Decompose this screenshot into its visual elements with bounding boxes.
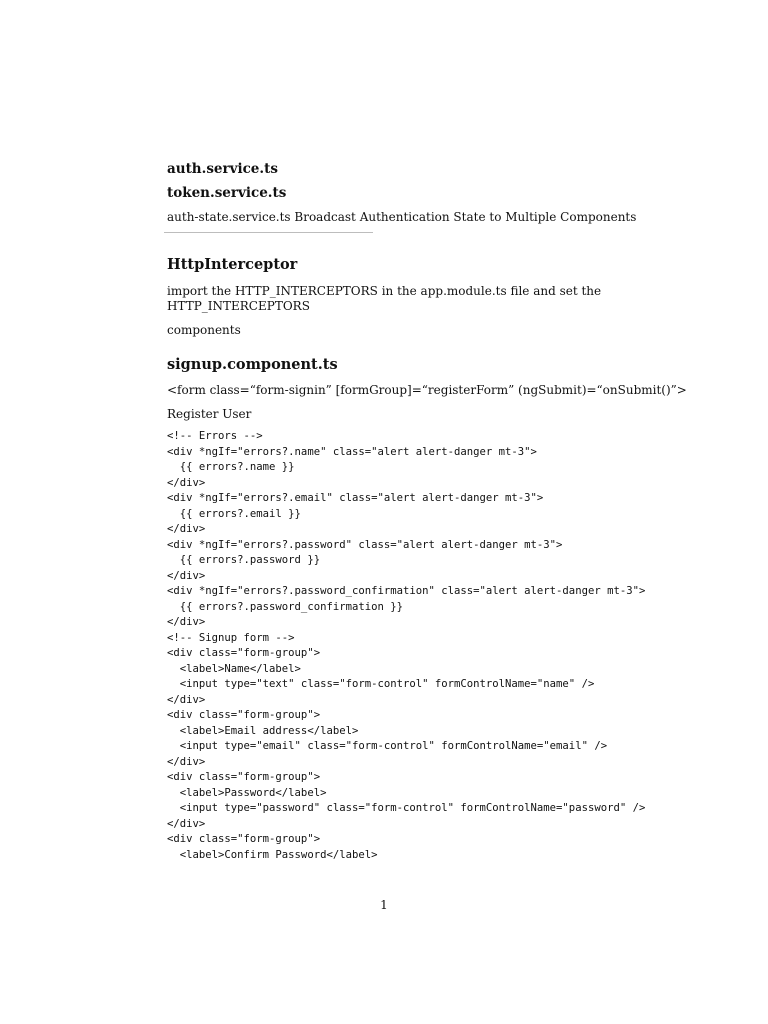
code-line: {{ errors?.name }} <box>167 461 295 473</box>
code-line: <input type="text" class="form-control" formControlName="name" /> <box>167 678 595 690</box>
heading-signup-component: signup.component.ts <box>167 356 338 373</box>
code-line: <label>Name</label> <box>167 662 301 675</box>
heading-http-interceptor: HttpInterceptor <box>167 256 298 273</box>
page-content <box>167 158 707 863</box>
paragraph-interceptor-line1: import the HTTP_INTERCEPTORS in the app.module.ts file and set the <box>167 284 602 298</box>
code-line: <div *ngIf="errors?.name" class="alert alert-danger mt-3"> <box>167 445 537 458</box>
paragraph-components: components <box>167 323 241 337</box>
code-line: </div> <box>167 569 206 582</box>
code-line: <div *ngIf="errors?.email" class="alert alert-danger mt-3"> <box>167 492 544 504</box>
code-line: <div class="form-group"> <box>167 833 321 845</box>
paragraph-register-user: Register User <box>167 407 252 421</box>
paragraph-auth-state: auth-state.service.ts Broadcast Authentication State to Multiple Components <box>167 210 637 224</box>
heading-token-service: token.service.ts <box>167 185 287 201</box>
code-line: <div *ngIf="errors?.password" class="alert alert-danger mt-3"> <box>167 538 563 551</box>
footnote-rule <box>164 232 373 233</box>
code-line: <label>Email address</label> <box>167 724 359 737</box>
code-line: </div> <box>167 693 206 706</box>
code-line: {{ errors?.email }} <box>167 507 301 520</box>
code-line: <label>Confirm Password</label> <box>167 848 378 861</box>
code-block <box>167 429 707 863</box>
heading-auth-service: auth.service.ts <box>167 161 278 177</box>
code-line: <div class="form-group"> <box>167 709 321 721</box>
code-line: {{ errors?.password }} <box>167 554 321 566</box>
code-line: <label>Password</label> <box>167 786 327 799</box>
code-line: </div> <box>167 616 206 628</box>
paragraph-form-tag: <form class=“form-signin” [formGroup]=“registerForm” (ngSubmit)=“onSubmit()”> <box>167 383 687 397</box>
page-number: 1 <box>380 898 388 912</box>
code-line: </div> <box>167 817 206 830</box>
code-line: {{ errors?.password_confirmation }} <box>167 600 403 613</box>
code-line: <div class="form-group"> <box>167 647 321 659</box>
code-line: <!-- Errors --> <box>167 430 263 442</box>
code-line: <div class="form-group"> <box>167 771 321 783</box>
code-line: </div> <box>167 476 206 489</box>
paragraph-interceptor-line2: HTTP_INTERCEPTORS <box>167 299 310 313</box>
code-line: <input type="email" class="form-control" formControlName="email" /> <box>167 740 608 752</box>
code-line: <!-- Signup form --> <box>167 631 295 644</box>
code-line: </div> <box>167 523 206 535</box>
code-line: </div> <box>167 755 206 768</box>
code-line: <div *ngIf="errors?.password_confirmation" class="alert alert-danger mt-3"> <box>167 585 646 597</box>
code-line: <input type="password" class="form-control" formControlName="password" /> <box>167 802 646 814</box>
